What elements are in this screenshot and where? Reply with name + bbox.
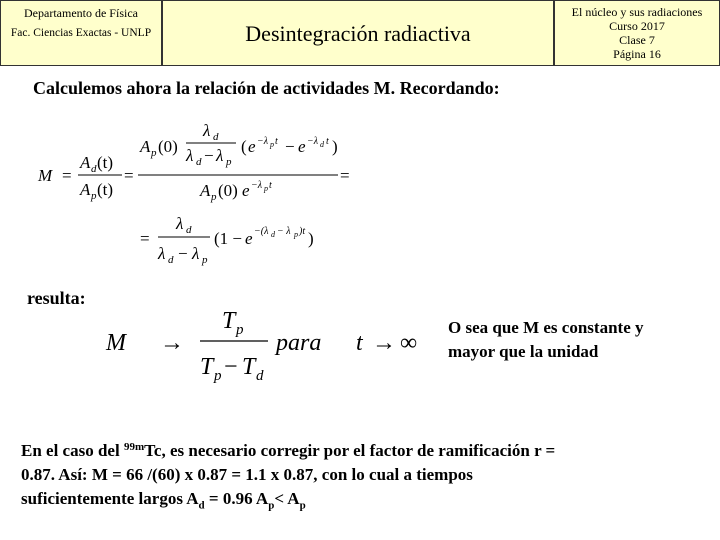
svg-text:t: t [269, 180, 272, 191]
svg-text:p: p [236, 322, 244, 338]
svg-text:e: e [242, 181, 250, 200]
svg-text:t: t [356, 330, 363, 356]
svg-text:d: d [91, 163, 97, 175]
branching-paragraph [21, 435, 701, 517]
svg-text:t: t [275, 136, 278, 147]
course-topic: El núcleo y sus radiaciones [571, 5, 703, 19]
bottom-line-2: 0.87. Así: M = 66 /(60) x 0.87 = 1.1 x 0.87, con lo cual a tiempos [21, 465, 473, 484]
svg-text:− λ: − λ [277, 226, 291, 237]
bottom-line-1 [21, 435, 701, 463]
header-title-box [162, 0, 554, 66]
svg-text:T: T [222, 308, 236, 334]
bottom-line3-a: suficientemente largos A [21, 489, 199, 508]
svg-text:−λ: −λ [251, 180, 263, 191]
intro-text: Calculemos ahora la relación de actividades M. Recordando: [33, 78, 500, 98]
svg-text:p: p [226, 156, 232, 168]
svg-text:p: p [294, 230, 298, 239]
svg-text:p: p [91, 190, 97, 202]
svg-text:p: p [211, 191, 217, 203]
isotope-superscript: 99m [123, 441, 145, 453]
subscript-p-2: p [299, 499, 306, 512]
department-label: Departamento de Física [24, 6, 138, 20]
svg-text:d: d [271, 230, 275, 239]
course-year: Curso 2017 [609, 19, 665, 33]
note-line-1: O sea que M es constante y [448, 318, 644, 337]
svg-text:→: → [160, 330, 184, 356]
subscript-d: d [198, 499, 205, 512]
note-line-2: mayor que la unidad [448, 342, 599, 361]
svg-text:(t): (t) [97, 153, 114, 172]
bottom-line3-b: = 0.96 A [204, 489, 269, 508]
svg-text:): ) [332, 137, 338, 156]
svg-text:p: p [202, 254, 208, 266]
bottom-mid: Tc, es necesario corregir por el factor de ramificación r = [144, 441, 556, 460]
limit-equation [100, 298, 440, 390]
svg-text:d: d [196, 156, 202, 168]
page-title: Desintegración radiactiva [245, 21, 471, 46]
svg-text:λ: λ [216, 146, 224, 165]
svg-text:p: p [264, 184, 268, 193]
svg-text:(0): (0) [218, 181, 238, 200]
svg-text:−: − [285, 137, 295, 156]
svg-text:λ: λ [176, 214, 184, 233]
svg-text:λ: λ [186, 146, 194, 165]
svg-text:−: − [178, 244, 188, 263]
header-left-box [0, 0, 162, 66]
svg-text:para: para [276, 330, 322, 356]
svg-text:=: = [124, 166, 134, 185]
svg-text:(t): (t) [97, 180, 114, 199]
bottom-line3-c: < A [274, 489, 300, 508]
svg-text:=: = [340, 166, 350, 185]
svg-text:(0): (0) [158, 137, 178, 156]
svg-text:e: e [245, 229, 253, 248]
class-number: Clase 7 [619, 33, 655, 47]
svg-text:−λ: −λ [307, 136, 319, 147]
svg-text:A: A [140, 137, 151, 156]
svg-text:)t: )t [299, 226, 306, 237]
svg-text:λ: λ [158, 244, 166, 263]
svg-text:−: − [224, 354, 238, 380]
svg-text:−: − [204, 146, 214, 165]
svg-text:−(λ: −(λ [254, 226, 269, 237]
svg-text:λ: λ [203, 121, 211, 140]
svg-text:A: A [80, 180, 91, 199]
svg-text:A: A [80, 153, 91, 172]
svg-text:e: e [248, 137, 256, 156]
svg-text:p: p [270, 140, 274, 149]
svg-text:=: = [62, 166, 72, 185]
svg-text:d: d [256, 368, 264, 384]
svg-text:): ) [308, 229, 314, 248]
conclusion-note [448, 316, 708, 364]
svg-text:p: p [214, 368, 222, 384]
svg-text:T: T [242, 354, 256, 380]
bottom-pre: En el caso del [21, 441, 124, 460]
result-label: resulta: [27, 288, 86, 308]
svg-text:d: d [320, 140, 324, 149]
faculty-label: Fac. Ciencias Exactas - UNLP [10, 27, 152, 39]
svg-text:T: T [200, 354, 214, 380]
svg-text:e: e [298, 137, 306, 156]
svg-text:A: A [200, 181, 211, 200]
svg-text:t: t [326, 136, 329, 147]
svg-text:(: ( [241, 137, 247, 156]
svg-text:→: → [372, 330, 396, 356]
svg-text:d: d [213, 131, 219, 143]
svg-text:d: d [186, 224, 192, 236]
page-number: Página 16 [613, 47, 661, 61]
svg-text:−λ: −λ [257, 136, 269, 147]
svg-text:d: d [168, 254, 174, 266]
svg-text:M: M [106, 330, 126, 356]
svg-text:p: p [151, 147, 157, 159]
svg-text:(1 −: (1 − [214, 229, 242, 248]
subscript-p-1: p [268, 499, 275, 512]
svg-text:M: M [38, 166, 53, 185]
activity-ratio-equations [30, 118, 370, 278]
svg-text:=: = [140, 229, 150, 248]
svg-text:∞: ∞ [400, 330, 418, 356]
header-right-box [554, 0, 720, 66]
bottom-line-3 [21, 487, 701, 517]
svg-text:λ: λ [192, 244, 200, 263]
